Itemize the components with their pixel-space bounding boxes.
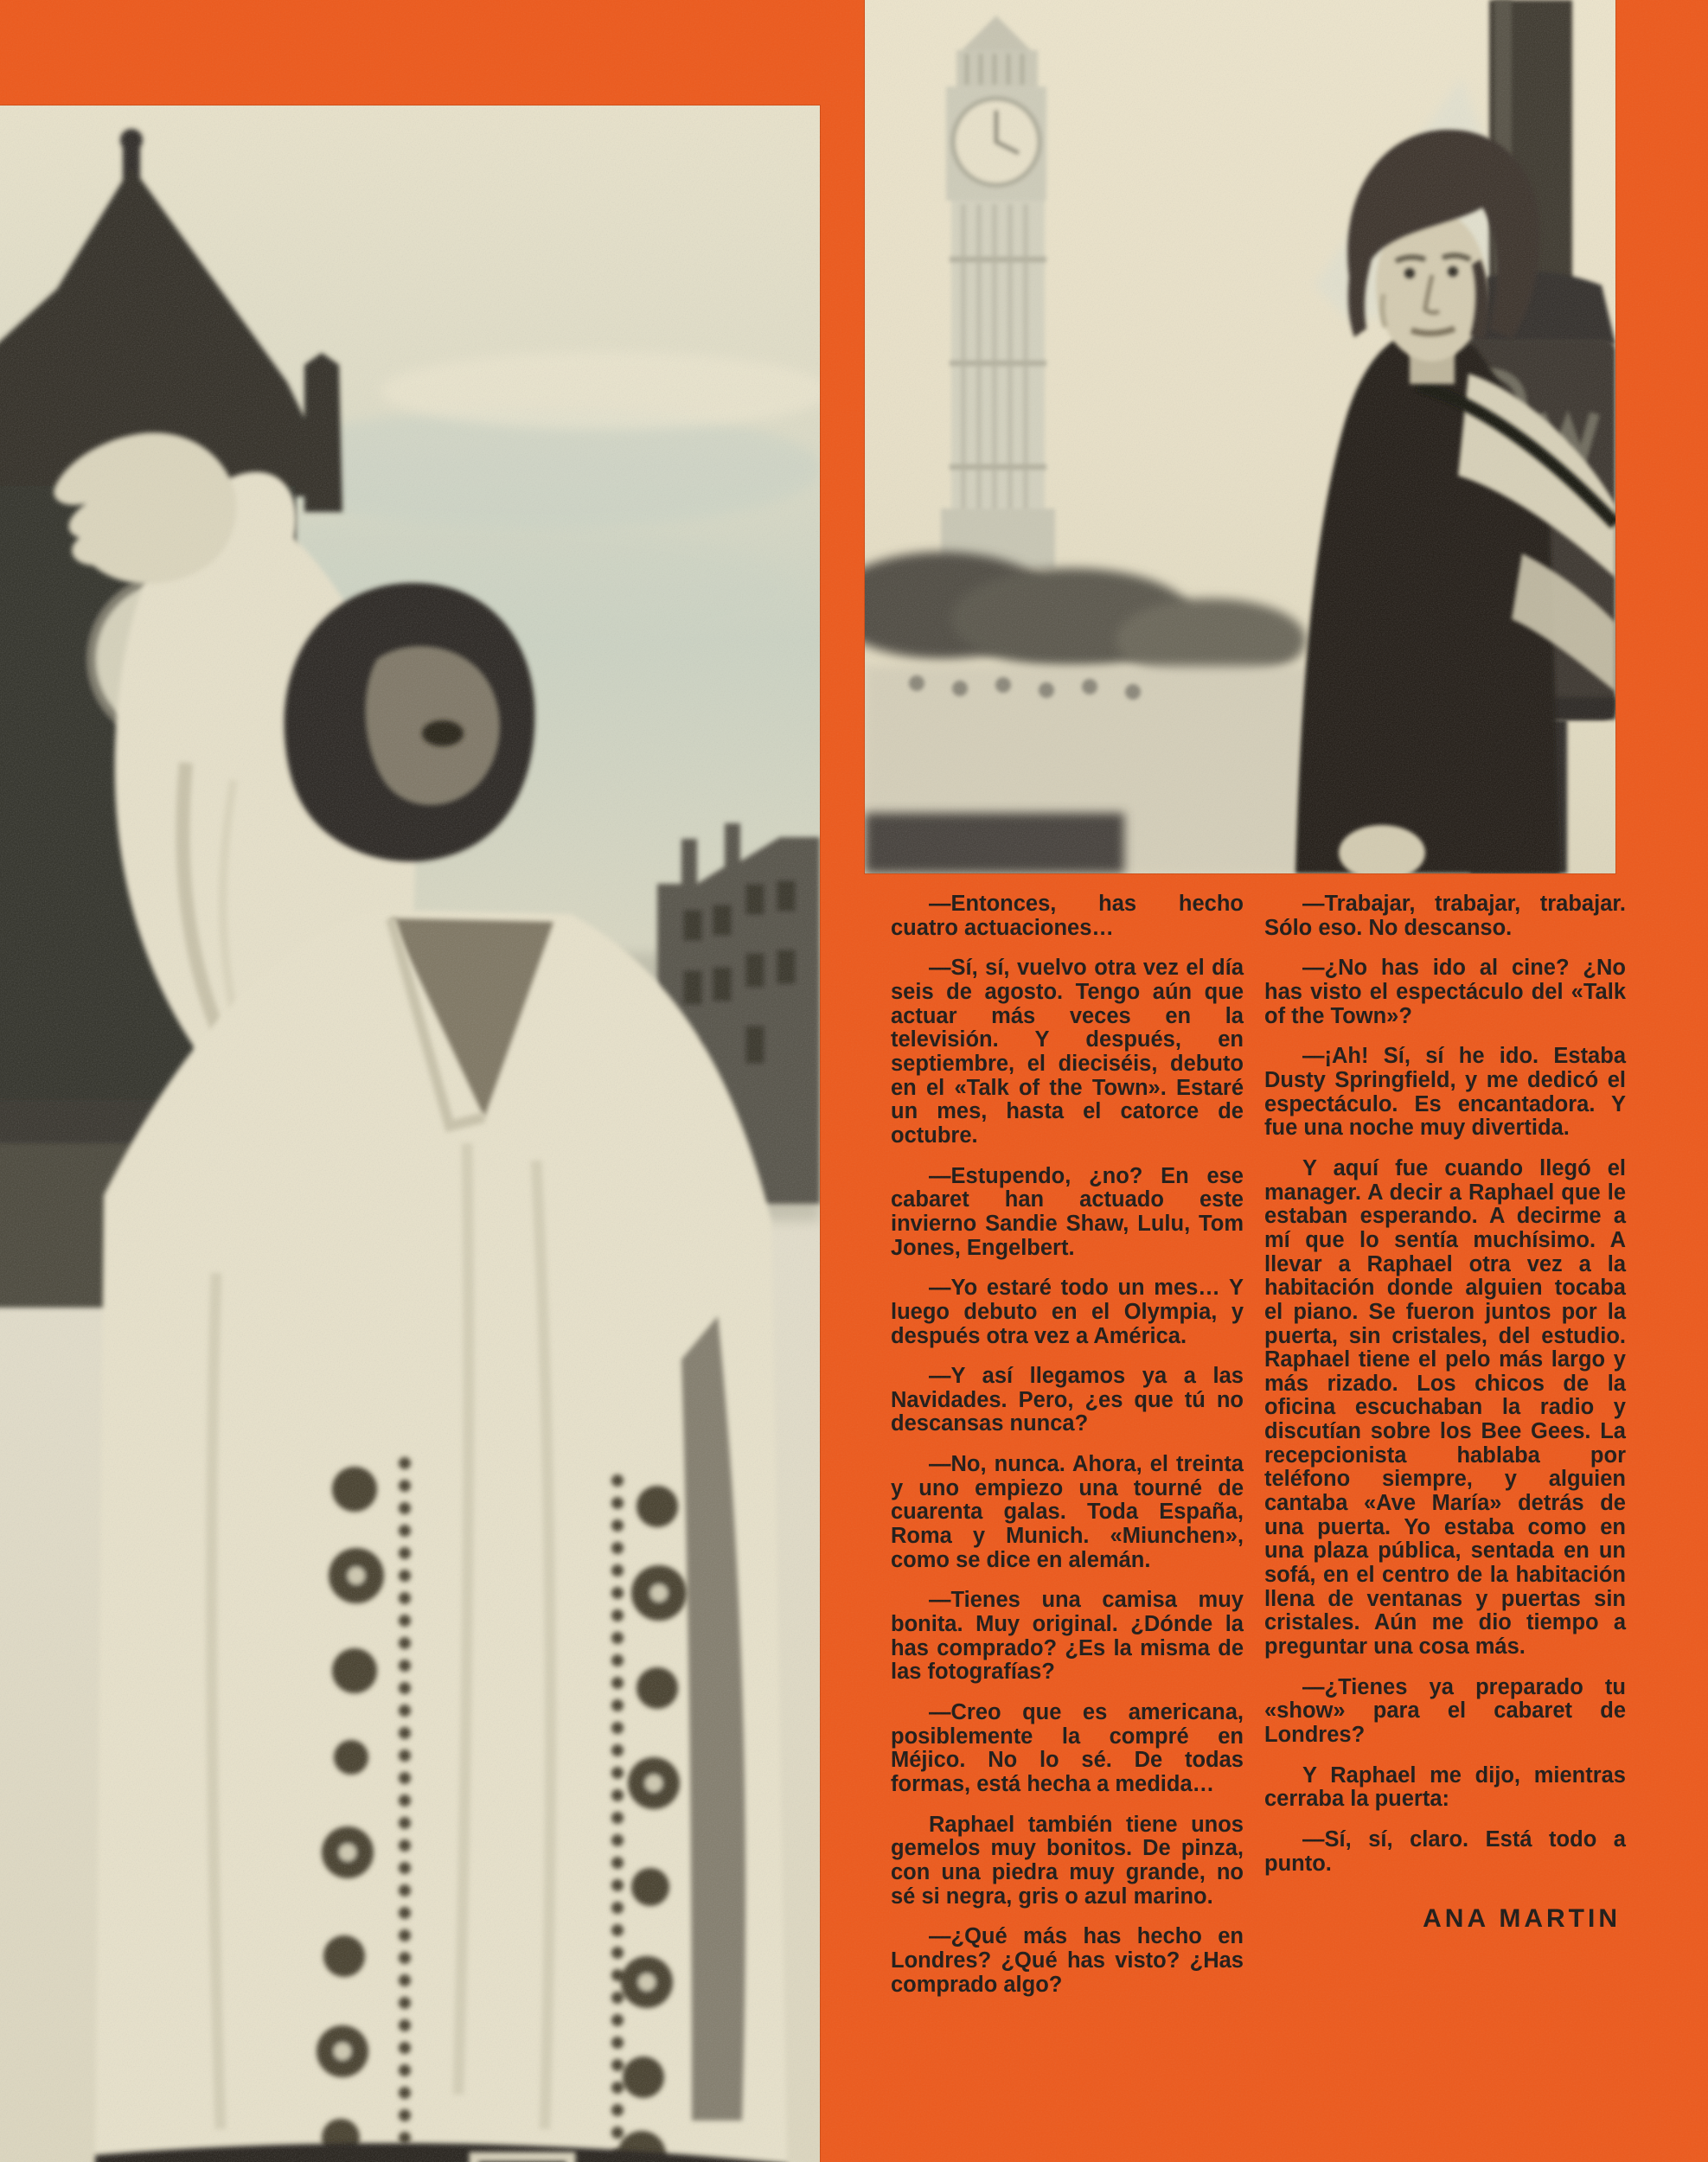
paragraph: —Sí, sí, vuelvo otra vez el día seis de agosto. Tengo aún que actuar más veces en la televisión. Y después, en septiembre, el dieciséis, debuto en el «Talk of the Town». Estaré un mes, hasta el catorce de octubre. bbox=[891, 956, 1244, 1148]
text-column-right bbox=[1264, 892, 1626, 1934]
photo-left-art bbox=[0, 106, 820, 2162]
paragraph: —Y así llegamos ya a las Navidades. Pero, ¿es que tú no descansas nunca? bbox=[891, 1364, 1244, 1436]
paragraph: —¡Ah! Sí, sí he ido. Estaba Dusty Springfield, y me dedicó el espectáculo. Es encantadora. Y fue una noche muy divertida. bbox=[1264, 1044, 1626, 1141]
text-column-left bbox=[891, 892, 1244, 2013]
paragraph: —¿No has ido al cine? ¿No has visto el espectáculo del «Talk of the Town»? bbox=[1264, 956, 1626, 1028]
paragraph: —Yo estaré todo un mes… Y luego debuto en el Olympia, y después otra vez a América. bbox=[891, 1276, 1244, 1348]
paragraph: —Estupendo, ¿no? En ese cabaret han actuado este invierno Sandie Shaw, Lulu, Tom Jones, Engelbert. bbox=[891, 1163, 1244, 1260]
paragraph: Raphael también tiene unos gemelos muy bonitos. De pinza, con una piedra muy grande, no sé si negra, gris o azul marino. bbox=[891, 1812, 1244, 1909]
paragraph: —Sí, sí, claro. Está todo a punto. bbox=[1264, 1826, 1626, 1876]
paragraph: —Entonces, has hecho cuatro actuaciones… bbox=[891, 892, 1244, 940]
paragraph: —Tienes una camisa muy bonita. Muy original. ¿Dónde la has comprado? ¿Es la misma de las fotografías? bbox=[891, 1588, 1244, 1685]
paragraph: Y Raphael me dijo, mientras cerraba la puerta: bbox=[1264, 1762, 1626, 1812]
photo-right-art bbox=[865, 0, 1615, 873]
photo-raphael-lamppost bbox=[865, 0, 1615, 873]
paragraph: —Trabajar, trabajar, trabajar. Sólo eso. No descanso. bbox=[1264, 892, 1626, 940]
paragraph: —¿Tienes ya preparado tu «show» para el cabaret de Londres? bbox=[1264, 1674, 1626, 1747]
byline-author: ANA MARTIN bbox=[1423, 1904, 1621, 1934]
paragraph: —Creo que es americana, posiblemente la compré en Méjico. No lo sé. De todas formas, está hecha a medida… bbox=[891, 1700, 1244, 1796]
paragraph: Y aquí fue cuando llegó el manager. A decir a Raphael que le estaban esperando. A decirme a mí que lo sentía muchísimo. A llevar a Raphael otra vez a la habitación donde alguien tocaba el piano. Se fueron juntos por la puerta, sin cristales, del estudio. Raphael tiene el pelo más largo y más rizado. Los chicos de la oficina escuchaban la radio y discutían sobre los Bee Gees. La recepcionista hablaba por teléfono siempre, y alguien cantaba «Ave María» detrás de una puerta. Yo estaba como en una plaza pública, sentada en un sofá, en el centro de la habitación llena de ventanas y puertas sin cristales. Aún me dio tiempo a preguntar una cosa más. bbox=[1264, 1155, 1626, 1660]
paragraph: —¿Qué más has hecho en Londres? ¿Qué has visto? ¿Has comprado algo? bbox=[891, 1924, 1244, 1997]
photo-raphael-arm-raised bbox=[0, 106, 820, 2162]
paragraph: —No, nunca. Ahora, el treinta y uno empiezo una tourné de cuarenta galas. Toda España, Roma y Munich. «Miunchen», como se dice en alemán. bbox=[891, 1452, 1244, 1572]
